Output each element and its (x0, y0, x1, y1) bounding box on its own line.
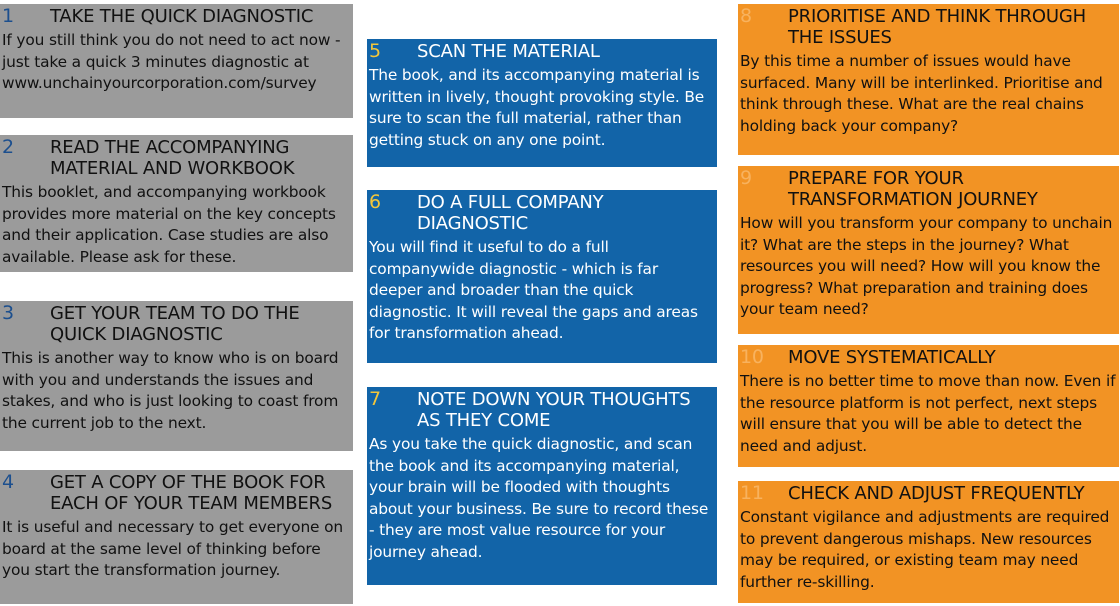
step-title: MOVE SYSTEMATICALLY (788, 347, 996, 368)
step-heading (2, 137, 353, 179)
step-card-2 (0, 135, 353, 272)
step-text: If you still think you do not need to act now - just take a quick 3 minutes diagnostic at www.unchainyourcorporation.com/survey (2, 31, 341, 93)
step-number: 10 (740, 346, 764, 368)
step-card-3 (0, 301, 353, 451)
step-heading (740, 347, 1119, 368)
step-number: 6 (369, 191, 381, 213)
step-title: SCAN THE MATERIAL (417, 41, 600, 62)
step-heading (2, 6, 353, 27)
step-heading (740, 6, 1119, 48)
step-heading (369, 389, 717, 431)
step-heading (369, 192, 717, 234)
step-text: As you take the quick diagnostic, and scan the book and its accompanying material, your brain will be flooded with thoughts about your business. Be sure to record these - they are most value resource for your journey ahead. (369, 435, 709, 561)
step-title: CHECK AND ADJUST FREQUENTLY (788, 483, 1085, 504)
step-text: The book, and its accompanying material is written in lively, thought provoking style. Be sure to scan the full material, rather than getting stuck on any one point. (369, 66, 705, 149)
step-title: TAKE THE QUICK DIAGNOSTIC (50, 6, 314, 27)
step-number: 9 (740, 167, 752, 189)
step-number: 4 (2, 471, 14, 493)
step-heading (2, 472, 353, 514)
step-number: 5 (369, 40, 381, 62)
step-title: GET A COPY OF THE BOOK FOR EACH OF YOUR TEAM MEMBERS (50, 472, 333, 514)
step-text: There is no better time to move than now. Even if the resource platform is not perfect, next steps will ensure that you will be able to detect the need and adjust. (740, 372, 1116, 455)
step-heading (2, 303, 353, 345)
step-title: READ THE ACCOMPANYING MATERIAL AND WORKBOOK (50, 137, 295, 179)
step-text: You will find it useful to do a full companywide diagnostic - which is far deeper and broader than the quick diagnostic. It will reveal the gaps and areas for transformation ahead. (369, 238, 698, 343)
step-text: It is useful and necessary to get everyone on board at the same level of thinking before you start the transformation journey. (2, 518, 343, 580)
step-card-9 (738, 166, 1119, 334)
step-card-7 (367, 387, 717, 585)
step-number: 3 (2, 302, 14, 324)
step-number: 8 (740, 5, 752, 27)
step-card-4 (0, 470, 353, 604)
step-heading (740, 168, 1119, 210)
step-heading (369, 41, 717, 62)
step-card-10 (738, 345, 1119, 467)
step-text: This is another way to know who is on board with you and understands the issues and stakes, and who is just looking to coast from the current job to the next. (2, 349, 339, 432)
step-title: DO A FULL COMPANY DIAGNOSTIC (417, 192, 604, 234)
step-title: NOTE DOWN YOUR THOUGHTS AS THEY COME (417, 389, 691, 431)
step-card-5 (367, 39, 717, 167)
step-text: By this time a number of issues would have surfaced. Many will be interlinked. Prioritise and think through these. What are the real chains holding back your company? (740, 52, 1103, 135)
step-title: GET YOUR TEAM TO DO THE QUICK DIAGNOSTIC (50, 303, 300, 345)
step-number: 2 (2, 136, 14, 158)
step-title: PRIORITISE AND THINK THROUGH THE ISSUES (788, 6, 1086, 48)
step-number: 1 (2, 5, 14, 27)
step-heading (740, 483, 1119, 504)
step-text: How will you transform your company to unchain it? What are the steps in the journey? What resources you will need? How will you know the progress? What preparation and training does your team need? (740, 214, 1113, 319)
step-card-6 (367, 190, 717, 363)
step-card-11 (738, 481, 1119, 603)
step-number: 11 (740, 482, 764, 504)
step-number: 7 (369, 388, 381, 410)
step-text: This booklet, and accompanying workbook provides more material on the key concepts and their application. Case studies are also available. Please ask for these. (2, 183, 336, 266)
step-card-8 (738, 4, 1119, 155)
step-title: PREPARE FOR YOUR TRANSFORMATION JOURNEY (788, 168, 1038, 210)
step-text: Constant vigilance and adjustments are required to prevent dangerous mishaps. New resources may be required, or existing team may need further re-skilling. (740, 508, 1110, 591)
step-card-1 (0, 4, 353, 118)
